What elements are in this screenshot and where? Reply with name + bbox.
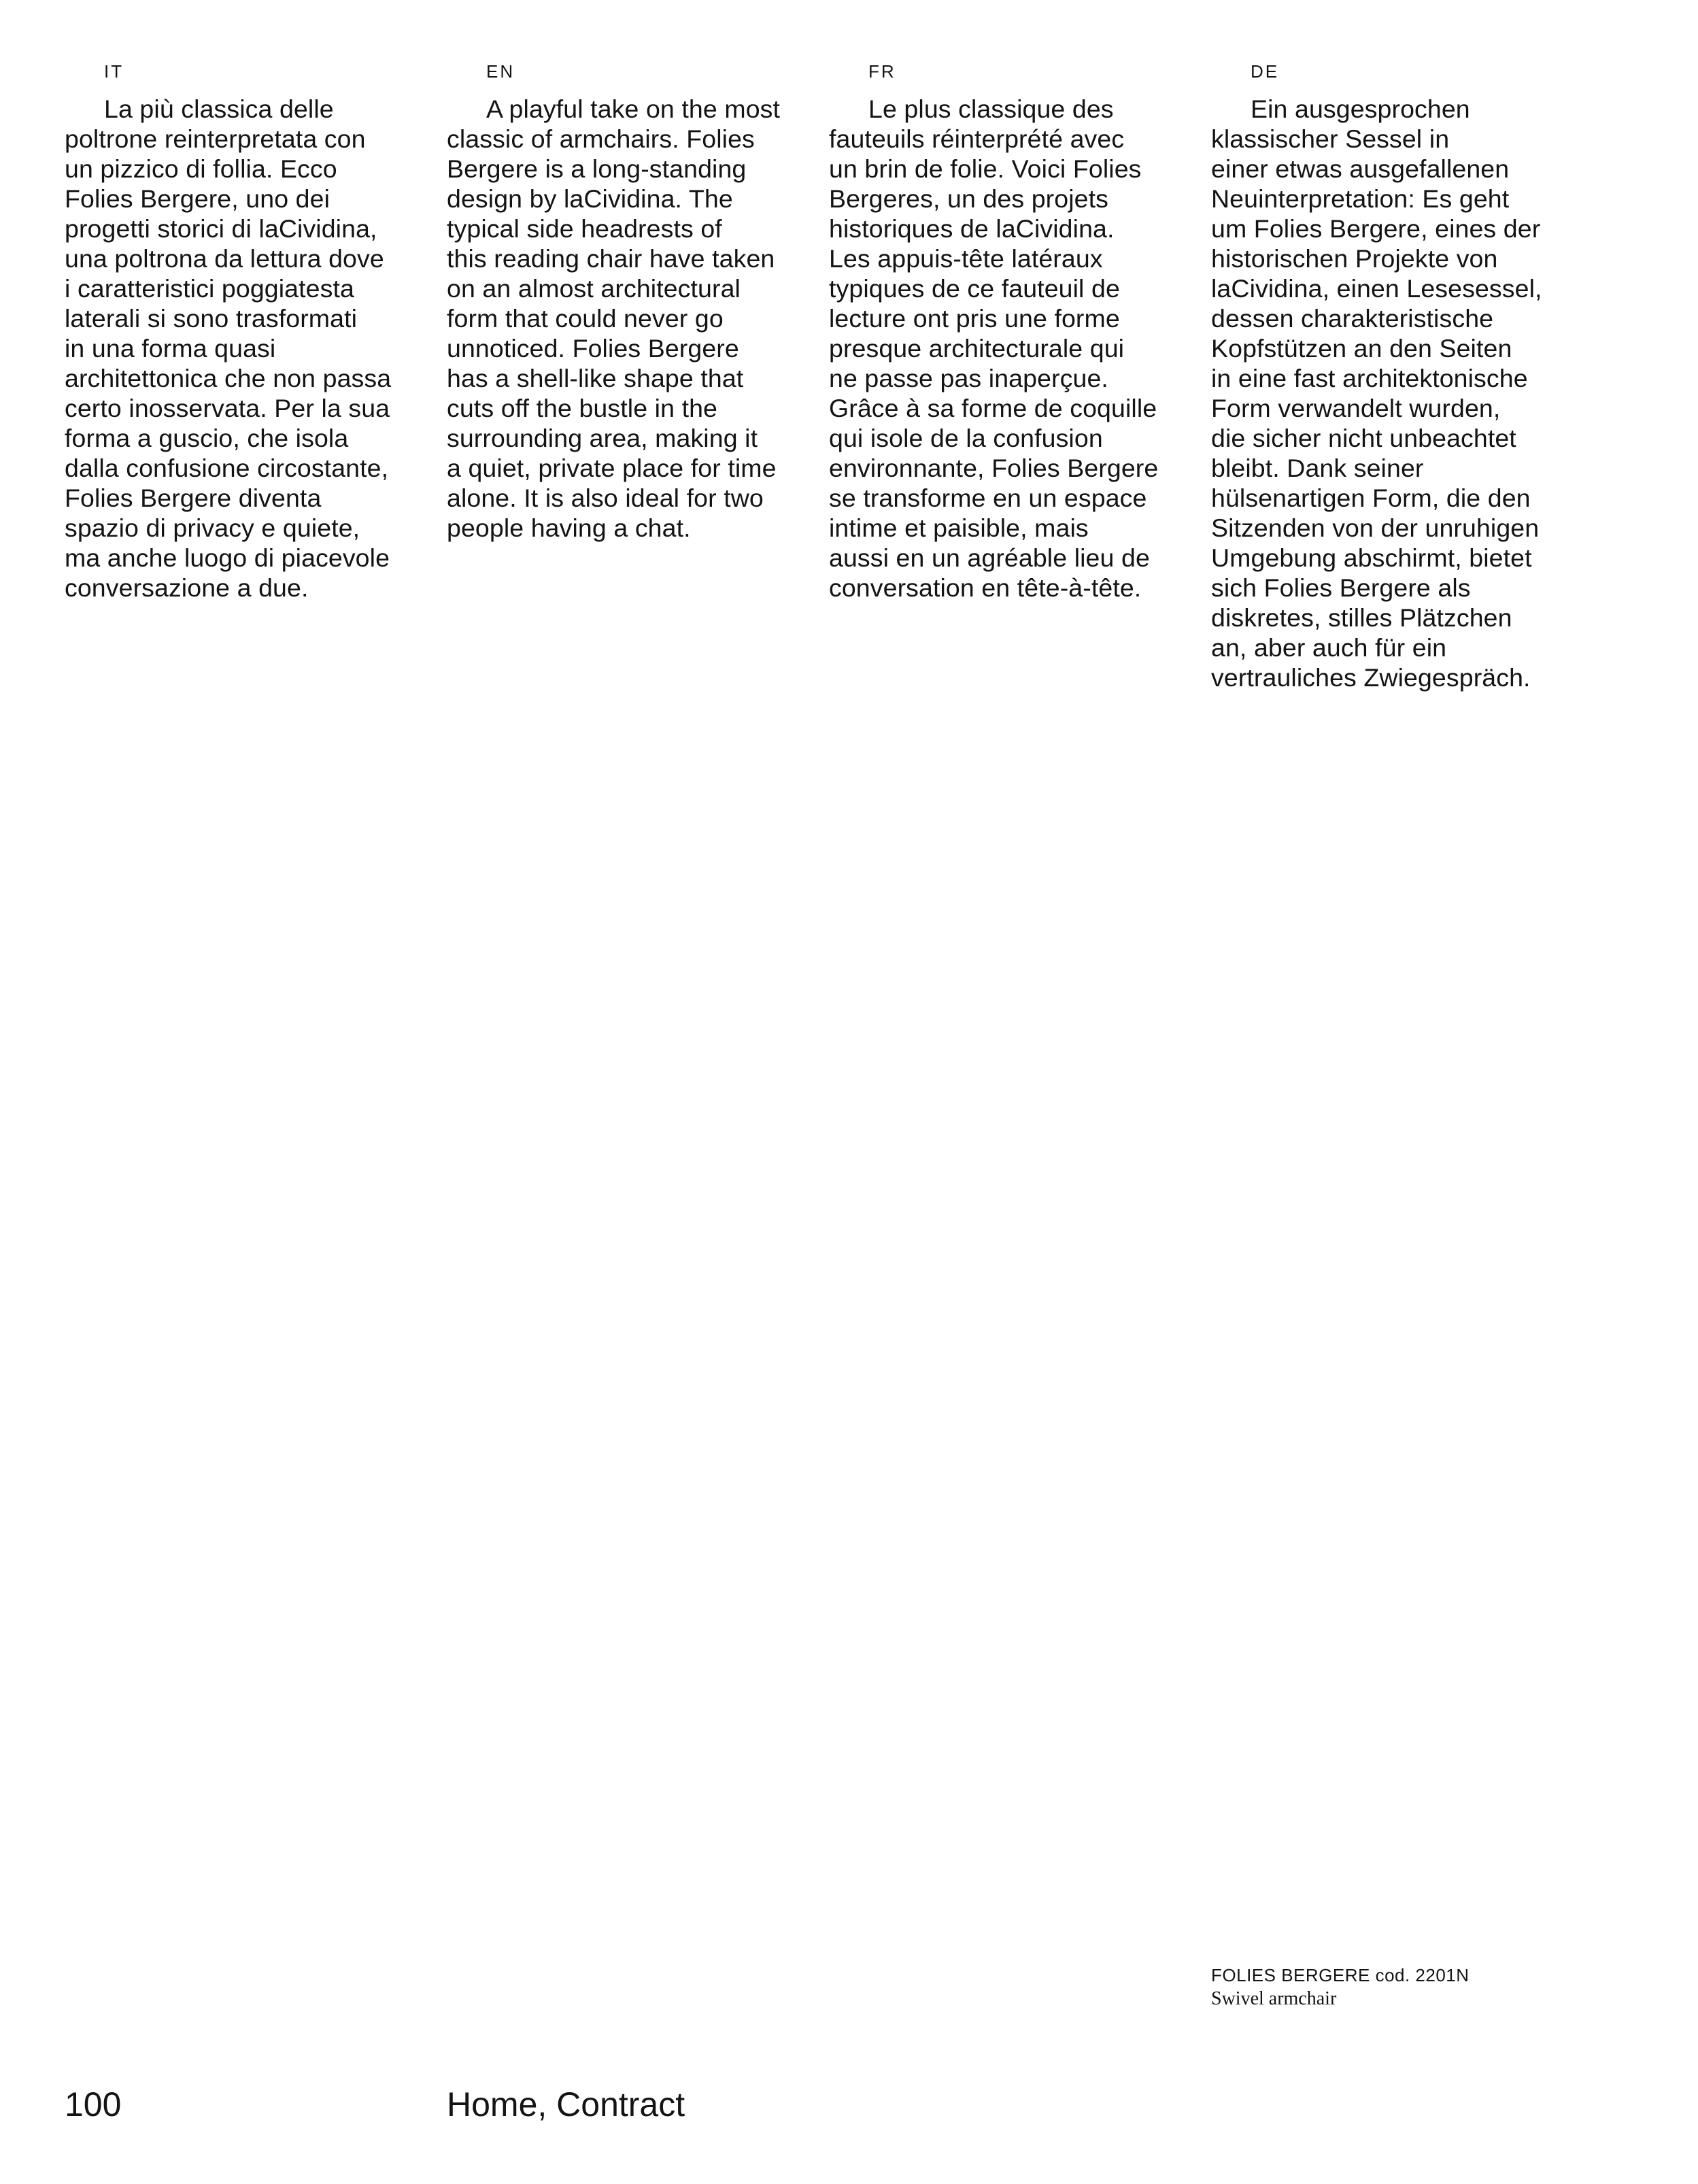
body-text-en: A playful take on the most classic of armchairs. Folies Bergere is a long-standing design by laCividina. The typical side headrests of this reading chair have taken on an almost architectural form that could never go unnoticed. Folies Bergere has a shell-like shape that cuts off the bustle in the surrounding area, making it a quiet, private place for time alone. It is also ideal for two people having a chat. (447, 95, 781, 542)
body-text-fr: Le plus classique des fauteuils réinterprété avec un brin de folie. Voici Folies Bergeres, un des projets historiques de laCividina. Les appuis-tête latéraux typiques de ce fauteuil de lecture ont pris une forme presque architecturale qui ne passe pas inaperçue. Grâce à sa forme de coquille qui isole de la confusion environnante, Folies Bergere se transforme en un espace intime et paisible, mais aussi en un agréable lieu de conversation en tête-à-tête. (829, 95, 1159, 602)
language-label-en: EN (486, 61, 515, 82)
product-type: Swivel armchair (1211, 1988, 1337, 2009)
product-caption (1211, 1963, 1646, 2011)
column-english (447, 60, 814, 543)
column-italian (65, 60, 432, 603)
section-title: Home, Contract (447, 2085, 685, 2123)
product-code: FOLIES BERGERE cod. 2201N (1211, 1965, 1470, 1985)
column-german (1211, 60, 1578, 692)
body-text-it: La più classica delle poltrone reinterpretata con un pizzico di follia. Ecco Folies Bergere, uno dei progetti storici di laCividina, una poltrona da lettura dove i caratteristici poggiatesta laterali si sono trasformati in una forma quasi architettonica che non passa certo inosservata. Per la sua forma a guscio, che isola dalla confusione circostante, Folies Bergere diventa spazio di privacy e quiete, ma anche luogo di piacevole conversazione a due. (65, 95, 392, 602)
language-label-fr: FR (868, 61, 896, 82)
language-label-de: DE (1251, 61, 1280, 82)
page-number: 100 (65, 2085, 122, 2123)
language-label-it: IT (104, 61, 124, 82)
column-french (829, 60, 1196, 603)
body-text-de: Ein ausgesprochen klassischer Sessel in einer etwas ausgefallenen Neuinterpretation: Es geht um Folies Bergere, eines der historischen Projekte von laCividina, einen Lesesessel, dessen charakteristische Kopfstützen an den Seiten in eine fast architektonische Form verwandelt wurden, die sicher nicht unbeachtet bleibt. Dank seiner hülsenartigen Form, die den Sitzenden von der unruhigen Umgebung abschirmt, bietet sich Folies Bergere als diskretes, stilles Plätzchen an, aber auch für ein vertrauliches Zwiegespräch. (1211, 95, 1542, 692)
